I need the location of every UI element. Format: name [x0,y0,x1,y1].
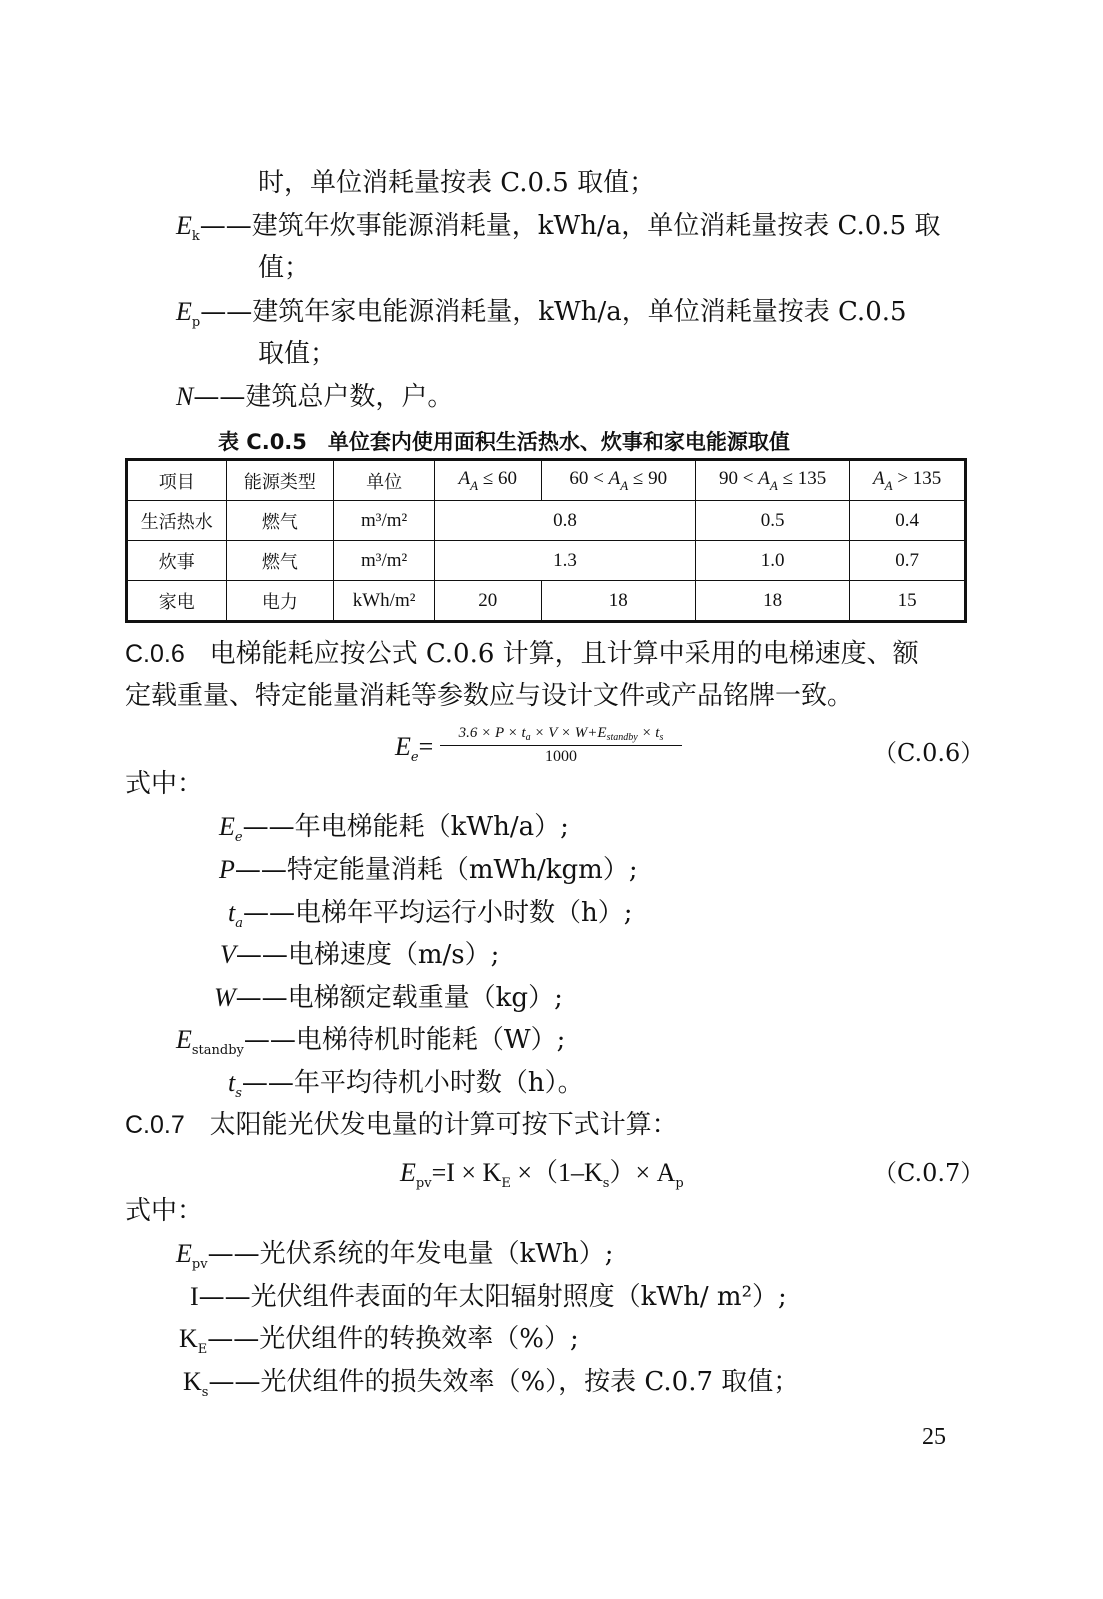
def-ep [176,296,907,339]
def-n [176,381,453,413]
clause-c06 [125,638,919,670]
table-cell: 0.8 [435,501,696,541]
def-text: ——建筑年家电能源消耗量，kWh/a，单位消耗量按表 C.0.5 [200,297,907,327]
header-cell: 能源类型 [226,460,334,501]
def-ek [176,210,940,253]
header-cell: $60 < A_A \le 90$ [541,460,695,501]
formula-denominator: 1000 [545,748,577,765]
def-subscript: k [191,229,200,244]
table-cell: 1.3 [435,541,696,581]
table-title: 表 C.0.5 单位套内使用面积生活热水、炊事和家电能源取值 [218,430,790,454]
table-cell: 0.4 [850,501,966,541]
table-cell: 炊事 [127,541,227,581]
table-cell: m³/m² [334,501,435,541]
def-item: I——光伏组件表面的年太阳辐射照度（kWh/ m²）; [190,1282,787,1312]
table-cell: 1.0 [695,541,849,581]
table-cell: 20 [435,581,542,622]
table-cell: 生活热水 [127,501,227,541]
table-cell: 0.5 [695,501,849,541]
table-cell: 家电 [127,581,227,622]
formula-symbol: E [395,732,411,761]
table-cell: 15 [850,581,966,622]
formula-numerator: $3.6 \times P \times t_a \times V \times W+E_{standby} \times t_s$ [440,725,682,746]
table-cell: 0.7 [850,541,966,581]
table-row [127,581,966,622]
def-item: P——特定能量消耗（mWh/kgm）; [219,855,638,885]
def-text: ——建筑年炊事能源消耗量，kWh/a，单位消耗量按表 C.0.5 取 [199,211,941,241]
def-symbol: E [176,297,192,326]
table-cell: 18 [541,581,695,622]
formula-c07: $E_{pv}=I \times K_E \times(1-K_s)\times A_p$ [400,1158,684,1191]
clause-text: 电梯能耗应按公式 C.0.6 计算，且计算中采用的电梯速度、额 [209,639,919,669]
table-row [127,541,966,581]
def-item: $E_{standby}——$电梯待机时能耗（W）; [176,1025,566,1058]
def-subscript: p [191,315,201,330]
formula-subscript: e [410,750,419,765]
def-ek-cont: 值； [258,253,311,283]
table-cell: 燃气 [226,501,334,541]
def-item: $K_s——$光伏组件的损失效率（%），按表 C.0.7 取值； [183,1367,800,1400]
def-text: ——建筑总户数，户。 [193,382,454,412]
header-cell: $A_A > 135$ [850,460,966,501]
def-item: W——电梯额定载重量（kg）; [214,983,563,1013]
def-item: $E_e——$年电梯能耗（kWh/a）; [219,812,569,845]
table-cell: 电力 [226,581,334,622]
table-cell: 燃气 [226,541,334,581]
clause-number: C.0.6 [125,640,185,668]
continuation-line: 时，单位消耗量按表 C.0.5 取值； [258,168,656,198]
page-number: 25 [922,1424,946,1450]
formula-lhs: $E_e=$ [395,732,434,765]
header-cell: 项目 [127,460,227,501]
clause-text: 太阳能光伏发电量的计算可按下式计算： [209,1110,678,1140]
def-ep-cont: 取值； [258,339,337,369]
table-cell: kWh/m² [334,581,435,622]
clause-c06-cont: 定载重量、特定能量消耗等参数应与设计文件或产品铭牌一致。 [125,681,854,711]
equation-number: （C.0.6） [873,739,985,767]
def-item: $K_E——$光伏组件的转换效率（%）; [179,1324,579,1357]
header-cell: $A_A \le 60$ [435,460,542,501]
def-item: $t_a——$电梯年平均运行小时数（h）; [228,898,633,931]
table-header-row [127,460,966,501]
table-row [127,501,966,541]
formula-fraction [440,725,682,766]
clause-c07 [125,1109,678,1141]
header-cell: 单位 [334,460,435,501]
where-label: 式中： [125,769,204,799]
clause-number: C.0.7 [125,1111,185,1139]
where-label: 式中： [125,1196,204,1226]
def-symbol: N [176,382,194,411]
def-item: V——电梯速度（m/s）; [220,940,500,970]
def-item: $t_s——$年平均待机小时数（h）。 [228,1068,584,1101]
def-item: $E_{pv}——$光伏系统的年发电量（kWh）; [176,1239,614,1272]
table-cell: m³/m² [334,541,435,581]
equation-number: （C.0.7） [873,1159,985,1187]
header-cell: $90 < A_A \le 135$ [695,460,849,501]
def-symbol: E [176,211,192,240]
table-cell: 18 [695,581,849,622]
energy-table [125,458,967,623]
